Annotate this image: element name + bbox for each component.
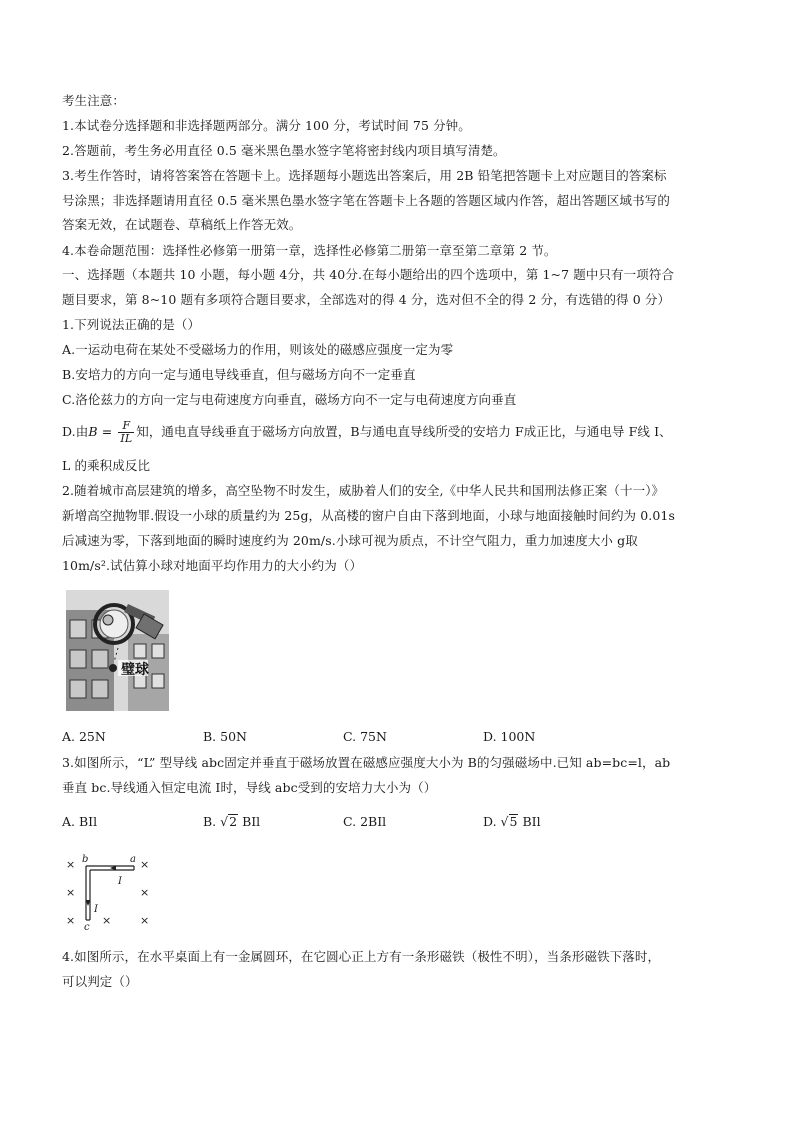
q4-stem-2: 可以判定（） xyxy=(62,974,138,989)
section-heading: 一、选择题（本题共 10 小题，每小题 4分，共 40分.在每小题给出的四个选项中，第 1~7 题中只有一项符合 xyxy=(62,267,675,282)
q1-option-a: A.一运动电荷在某处不受磁场力的作用，则该处的磁感应强度一定为零 xyxy=(62,342,454,357)
q2-option-c: C. 75N xyxy=(343,729,387,744)
q2-stem-2: 新增高空抛物罪.假设一小球的质量约为 25g，从高楼的窗户自由下落到地面，小球与地面接触时间约为 0.01s xyxy=(62,508,675,523)
label-b: b xyxy=(82,854,89,865)
q2-option-d: D. 100N xyxy=(483,729,536,744)
field-cross: × xyxy=(66,886,76,899)
q1-option-c: C.洛伦兹力的方向一定与电荷速度方向垂直，磁场方向不一定与电荷速度方向垂直 xyxy=(62,392,517,407)
q2-option-b: B. 50N xyxy=(203,729,247,744)
notice-item-2: 2.答题前，考生务必用直径 0.5 毫米黑色墨水签字笔将密封线内项目填写清楚。 xyxy=(62,143,506,158)
illustration-caption: 璧球 xyxy=(121,662,149,678)
q3-stem-1: 3.如图所示，“L” 型导线 abc固定并垂直于磁场放置在磁感应强度大小为 B的匀强磁场中.已知 ab=bc=l，ab xyxy=(62,755,671,770)
notice-item-3-cont2: 答案无效，在试题卷、草稿纸上作答无效。 xyxy=(62,217,302,232)
field-cross: × xyxy=(140,914,150,927)
notice-item-3-cont: 号涂黑；非选择题请用直径 0.5 毫米黑色墨水签字笔在答题卡上各题的答题区域内作答，超出答题区域书写的 xyxy=(62,193,670,208)
q3-stem-2: 垂直 bc.导线通入恒定电流 I时，导线 abc受到的安培力大小为（） xyxy=(62,780,437,795)
notice-item-3: 3.考生作答时，请将答案答在答题卡上。选择题每小题选出答案后，用 2B 铅笔把答题卡上对应题目的答案标 xyxy=(62,168,667,183)
q4-stem-1: 4.如图所示，在水平桌面上有一金属圆环，在它圆心正上方有一条形磁铁（极性不明），当条形磁铁下落时， xyxy=(62,949,661,964)
q3-option-a: A. BIl xyxy=(62,814,98,829)
field-cross: × xyxy=(66,914,76,927)
q3-option-d: D. √5 BIl xyxy=(483,814,541,829)
q1-stem: 1.下列说法正确的是（） xyxy=(62,317,201,332)
field-cross: × xyxy=(66,858,76,871)
q1-option-d-cont: L 的乘积成反比 xyxy=(62,458,151,473)
q2-option-a: A. 25N xyxy=(62,729,106,744)
label-current-ab: I xyxy=(118,876,122,887)
label-c: c xyxy=(84,922,90,932)
notice-item-1: 1.本试卷分选择题和非选择题两部分。满分 100 分，考试时间 75 分钟。 xyxy=(62,118,471,133)
notice-item-4: 4.本卷命题范围：选择性必修第一册第一章，选择性必修第二册第一章至第二章第 2 节。 xyxy=(62,243,557,258)
q1-option-b: B.安培力的方向一定与通电导线垂直，但与磁场方向不一定垂直 xyxy=(62,367,416,382)
l-shaped-wire-diagram xyxy=(62,852,162,932)
field-cross: × xyxy=(140,858,150,871)
q3-option-c: C. 2BIl xyxy=(343,814,387,829)
formula-lhs: B = xyxy=(88,424,113,439)
q1-option-d: D.由B = $\frac{F}{IL}$ 知，通电直导线垂直于磁场方向放置，B与通电直导线所受的安培力 F成正比，与通电导 F线 I、 xyxy=(62,419,672,445)
q3-option-b: B. √2 BIl xyxy=(203,814,261,829)
formula-fraction: $\frac{F}{IL}$ xyxy=(120,419,133,445)
section-heading-cont: 题目要求，第 8~10 题有多项符合题目要求，全部选对的得 4 分，选对但不全的得 2 分，有选错的得 0 分） xyxy=(62,292,671,307)
label-a: a xyxy=(130,854,136,865)
notice-title: 考生注意： xyxy=(62,93,126,108)
field-cross: × xyxy=(140,886,150,899)
q2-stem-4: 10m/s².试估算小球对地面平均作用力的大小约为（） xyxy=(62,558,363,573)
falling-object-illustration xyxy=(66,590,169,711)
q2-stem-1: 2.随着城市高层建筑的增多，高空坠物不时发生，威胁着人们的安全,《中华人民共和国刑法修正案（十一）》 xyxy=(62,483,665,498)
q2-stem-3: 后减速为零，下落到地面的瞬时速度约为 20m/s.小球可视为质点，不计空气阻力，重力加速度大小 g取 xyxy=(62,533,638,548)
label-current-bc: I xyxy=(94,904,98,915)
field-cross: × xyxy=(102,914,112,927)
